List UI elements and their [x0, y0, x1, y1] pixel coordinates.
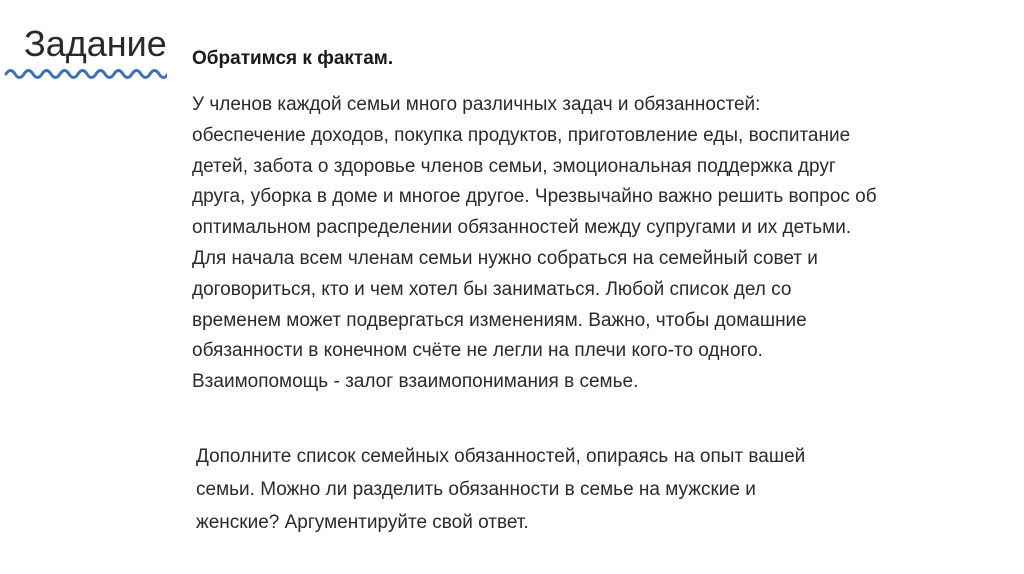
body-line: друга, уборка в доме и многое другое. Чрезвычайно важно решить вопрос об [192, 186, 877, 208]
section-heading: Обратимся к фактам. [192, 48, 394, 69]
body-line: обеспечение доходов, покупка продуктов, приготовление еды, воспитание [192, 124, 851, 146]
body-line: детей, забота о здоровье членов семьи, эмоциональная поддержка друг [192, 155, 836, 177]
task-line: Дополните список семейных обязанностей, опираясь на опыт вашей [196, 446, 806, 467]
body-line: обязанности в конечном счёте не легли на плечи кого-то одного. [192, 340, 763, 362]
body-line: оптимальном распределении обязанностей между супругами и их детьми. [192, 217, 852, 239]
task-paragraph [196, 440, 976, 539]
body-paragraph [192, 90, 982, 398]
slide-title: Задание [24, 23, 167, 64]
body-line: Для начала всем членам семьи нужно собраться на семейный совет и [192, 247, 818, 269]
task-line: женские? Аргументируйте свой ответ. [196, 512, 529, 533]
wave-decoration [2, 62, 167, 86]
body-line: договориться, кто и чем хотел бы заниматься. Любой список дел со [192, 278, 792, 300]
task-line: семьи. Можно ли разделить обязанности в семье на мужские и [196, 479, 756, 500]
body-line: У членов каждой семьи много различных задач и обязанностей: [192, 94, 761, 115]
body-line: Взаимопомощь - залог взаимопонимания в семье. [192, 371, 639, 393]
body-line: временем может подвергаться изменениям. Важно, чтобы домашние [192, 309, 807, 331]
